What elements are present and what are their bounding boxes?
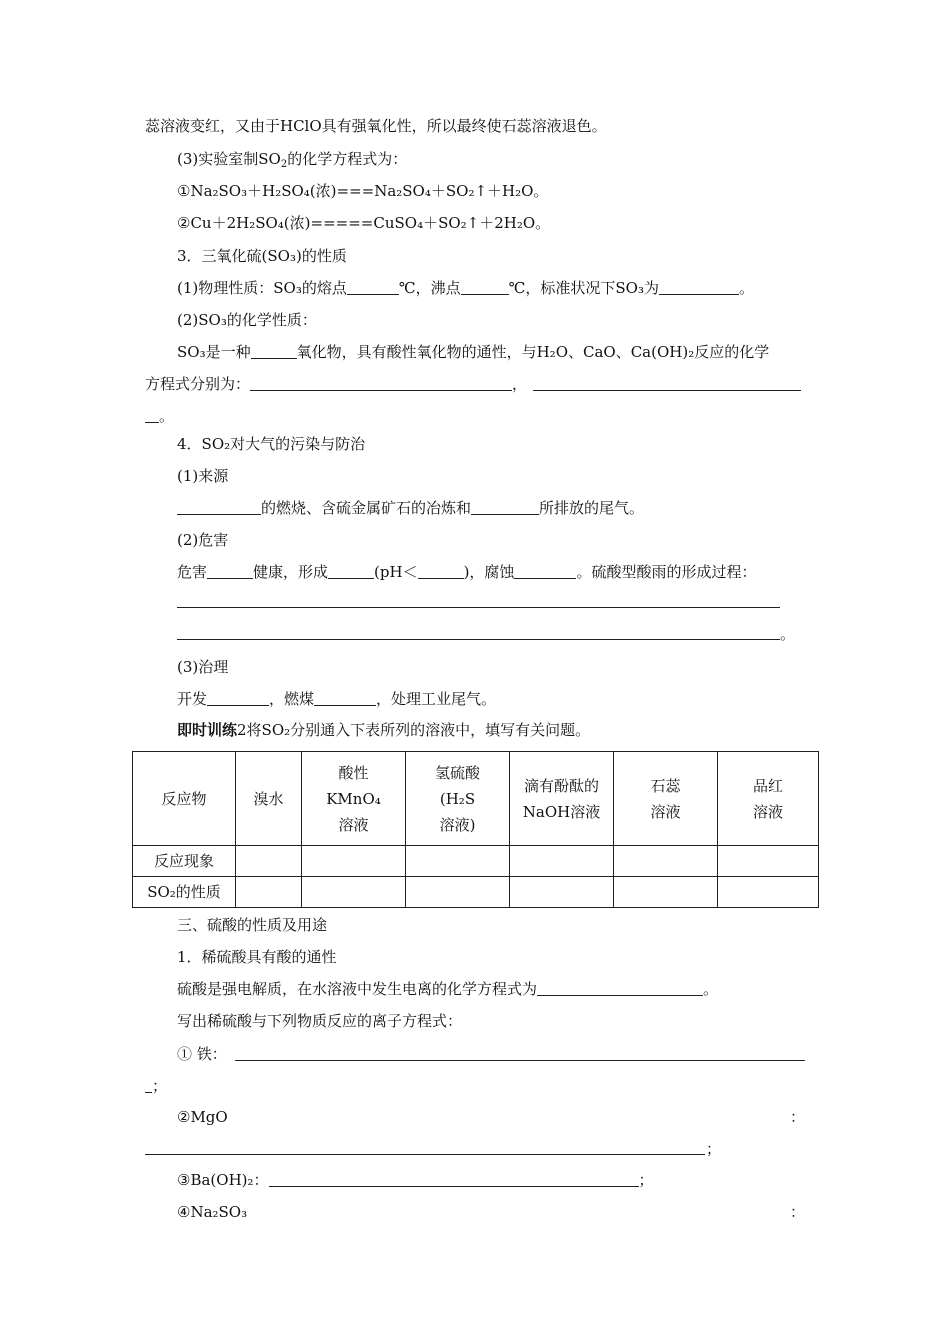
answer-line[interactable] bbox=[145, 1154, 705, 1155]
answer-cell[interactable] bbox=[302, 877, 406, 908]
blank[interactable] bbox=[145, 1078, 152, 1093]
exercise-heading: 即时训练2将SO₂分别通入下表所列的溶液中，填写有关问题。 bbox=[177, 721, 591, 739]
blank[interactable] bbox=[328, 564, 374, 579]
table-row bbox=[133, 877, 819, 908]
text-line: SO₃是一种 氧化物，具有酸性氧化物的通性，与H₂O、CaO、Ca(OH)₂反应的化学 bbox=[177, 343, 770, 361]
blank[interactable] bbox=[269, 1172, 639, 1187]
text-line: ； bbox=[145, 1076, 167, 1096]
section-heading: 1．稀硫酸具有酸的通性 bbox=[177, 948, 337, 966]
blank[interactable] bbox=[251, 344, 297, 359]
text-line: (1)来源 bbox=[177, 467, 229, 485]
blank[interactable] bbox=[461, 280, 509, 295]
blank[interactable] bbox=[250, 376, 512, 391]
header-cell: 滴有酚酞的 NaOH溶液 bbox=[510, 752, 614, 846]
section-heading: 三、硫酸的性质及用途 bbox=[177, 916, 328, 934]
blank[interactable] bbox=[177, 500, 261, 515]
text-line: (1)物理性质：SO₃的熔点 ℃，沸点 ℃，标准状况下SO₃为 。 bbox=[177, 279, 755, 297]
blank[interactable] bbox=[314, 691, 376, 706]
text-line: 的燃烧、含硫金属矿石的冶炼和 所排放的尾气。 bbox=[177, 498, 644, 518]
answer-line[interactable] bbox=[235, 1060, 805, 1061]
text-line: 。 bbox=[145, 406, 174, 426]
header-cell: 溴水 bbox=[236, 752, 302, 846]
text-line: ； bbox=[706, 1140, 722, 1158]
answer-cell[interactable] bbox=[614, 846, 718, 877]
header-cell: 反应物 bbox=[133, 752, 236, 846]
answer-cell[interactable] bbox=[406, 846, 510, 877]
answer-cell[interactable] bbox=[302, 846, 406, 877]
text-line: ： bbox=[790, 1203, 806, 1221]
text-line: 蕊溶液变红，又由于HClO具有强氧化性，所以最终使石蕊溶液退色。 bbox=[145, 117, 607, 135]
text-line: 开发 ，燃煤 ，处理工业尾气。 bbox=[177, 690, 497, 708]
answer-cell[interactable] bbox=[718, 846, 819, 877]
header-cell: 石蕊 溶液 bbox=[614, 752, 718, 846]
text-line: ① 铁： bbox=[177, 1045, 227, 1063]
equation-line: ①Na₂SO₃＋H₂SO₄(浓)===Na₂SO₄＋SO₂↑＋H₂O。 bbox=[177, 182, 549, 200]
answer-cell[interactable] bbox=[406, 877, 510, 908]
blank[interactable] bbox=[659, 280, 739, 295]
header-cell: 氢硫酸 (H₂S 溶液) bbox=[406, 752, 510, 846]
text-line: 危害 健康，形成 (pH＜ )，腐蚀 。硫酸型酸雨的形成过程： bbox=[177, 563, 757, 581]
answer-cell[interactable] bbox=[236, 877, 302, 908]
answer-cell[interactable] bbox=[718, 877, 819, 908]
so2-table bbox=[132, 751, 819, 908]
table-header-row bbox=[133, 752, 819, 846]
header-cell: 酸性 KMnO₄ 溶液 bbox=[302, 752, 406, 846]
text-line: (2)SO₃的化学性质： bbox=[177, 311, 317, 329]
row-label: 反应现象 bbox=[133, 846, 236, 877]
section-heading: 4．SO₂对大气的污染与防治 bbox=[177, 435, 366, 453]
text-line: 方程式分别为： ， bbox=[145, 374, 801, 394]
text-line: (3)治理 bbox=[177, 658, 229, 676]
answer-cell[interactable] bbox=[510, 846, 614, 877]
header-cell: 品红 溶液 bbox=[718, 752, 819, 846]
answer-cell[interactable] bbox=[236, 846, 302, 877]
text-line: (2)危害 bbox=[177, 531, 229, 549]
text-line: 写出稀硫酸与下列物质反应的离子方程式： bbox=[177, 1012, 463, 1030]
answer-cell[interactable] bbox=[614, 877, 718, 908]
text-line: ④Na₂SO₃ bbox=[177, 1203, 248, 1221]
text-line: ： bbox=[790, 1108, 806, 1126]
text-line: (3)实验室制$SO_2$的化学方程式为： bbox=[177, 150, 408, 170]
blank[interactable] bbox=[347, 280, 399, 295]
blank[interactable] bbox=[207, 691, 269, 706]
blank[interactable] bbox=[145, 408, 159, 423]
blank[interactable] bbox=[207, 564, 253, 579]
text-line: 。 bbox=[780, 625, 796, 643]
blank[interactable] bbox=[418, 564, 464, 579]
blank[interactable] bbox=[533, 376, 801, 391]
text-line: 硫酸是强电解质，在水溶液中发生电离的化学方程式为 。 bbox=[177, 980, 719, 998]
blank[interactable] bbox=[514, 564, 576, 579]
blank[interactable] bbox=[471, 500, 539, 515]
text-line: ②MgO bbox=[177, 1108, 228, 1126]
answer-line[interactable] bbox=[177, 607, 780, 608]
text-line: ③Ba(OH)₂： ； bbox=[177, 1171, 654, 1189]
row-label: SO₂的性质 bbox=[133, 877, 236, 908]
equation-line: ②Cu＋2H₂SO₄(浓)=====CuSO₄＋SO₂↑＋2H₂O。 bbox=[177, 214, 551, 232]
answer-line[interactable] bbox=[177, 639, 780, 640]
section-heading: 3．三氧化硫(SO₃)的性质 bbox=[177, 247, 347, 265]
answer-cell[interactable] bbox=[510, 877, 614, 908]
table-row bbox=[133, 846, 819, 877]
blank[interactable] bbox=[537, 981, 703, 996]
